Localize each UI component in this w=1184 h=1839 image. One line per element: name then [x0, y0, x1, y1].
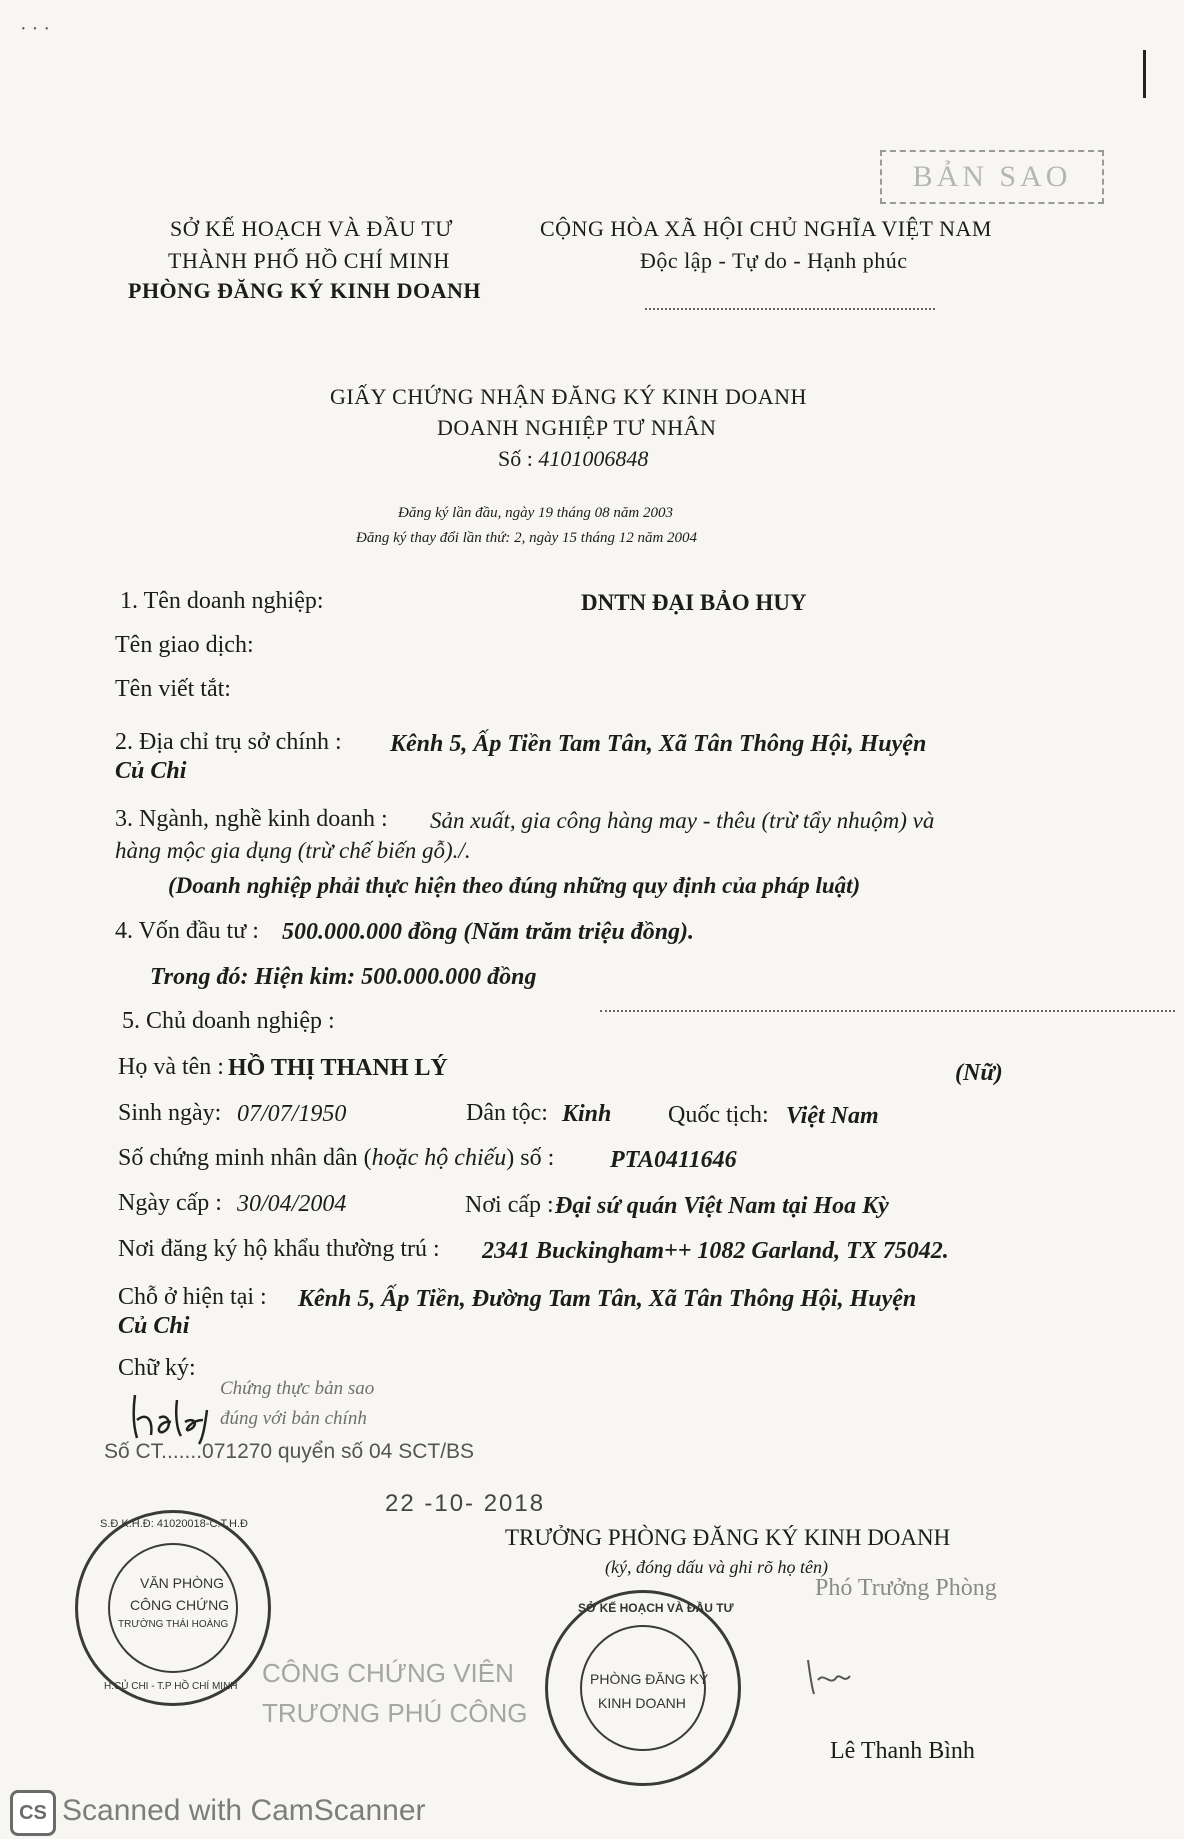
capital-label: 4. Vốn đầu tư :: [115, 918, 259, 944]
right-header-line1: CỘNG HÒA XÃ HỘI CHỦ NGHĨA VIỆT NAM: [540, 216, 992, 241]
signer-note: (ký, đóng dấu và ghi rõ họ tên): [605, 1557, 828, 1577]
copy-stamp: [880, 150, 1104, 204]
camscanner-watermark: Scanned with CamScanner: [62, 1794, 426, 1827]
notary-stamp-center1: VĂN PHÒNG: [140, 1575, 225, 1591]
issue-date-value: 30/04/2004: [237, 1191, 347, 1217]
camscanner-logo: CS: [10, 1790, 56, 1836]
first-registration: Đăng ký lần đầu, ngày 19 tháng 08 năm 2003: [398, 505, 673, 521]
certificate-number-value: 4101006848: [538, 446, 649, 471]
copy-stamp-text: BẢN SAO: [912, 160, 1072, 193]
head-office-label: 2. Địa chỉ trụ sở chính :: [115, 729, 342, 755]
ethnicity-label: Dân tộc:: [466, 1100, 548, 1126]
document-subtitle: DOANH NGHIỆP TƯ NHÂN: [437, 415, 717, 440]
owner-dotted-rule: [600, 1008, 1175, 1012]
office-stamp-center2: KINH DOANH: [598, 1695, 686, 1711]
issue-date-label: Ngày cấp :: [118, 1190, 222, 1216]
certification-line1: Chứng thực bản sao: [220, 1378, 375, 1399]
current-address-value-a: Kênh 5, Ấp Tiền, Đường Tam Tân, Xã Tân Thông Hội, Huyện: [298, 1286, 917, 1312]
nationality-label: Quốc tịch:: [668, 1102, 769, 1128]
scan-speck: · · ·: [20, 18, 50, 40]
current-address-value-b: Củ Chi: [118, 1313, 190, 1339]
notary-name-line2: TRƯƠNG PHÚ CÔNG: [262, 1698, 528, 1728]
legal-compliance-note: (Doanh nghiệp phải thực hiện theo đúng những quy định của pháp luật): [168, 873, 861, 898]
signer-signature: [800, 1650, 860, 1700]
business-line-value-b: hàng mộc gia dụng (trừ chế biến gỗ)./.: [115, 838, 471, 863]
header-dotted-rule: [645, 306, 935, 310]
head-office-value-b: Củ Chi: [115, 758, 187, 784]
notary-name-line1: CÔNG CHỨNG VIÊN: [262, 1658, 514, 1688]
permanent-address-value: 2341 Buckingham++ 1082 Garland, TX 75042.: [482, 1238, 949, 1264]
notary-stamp-center3: TRƯỜNG THÁI HOÀNG: [118, 1619, 229, 1630]
notary-stamp-ring-bottom: H.CỦ CHI - T.P HỒ CHÍ MINH: [104, 1681, 238, 1692]
change-registration: Đăng ký thay đổi lần thứ: 2, ngày 15 tháng 12 năm 2004: [356, 530, 698, 546]
enterprise-name-label: 1. Tên doanh nghiệp:: [120, 588, 324, 614]
abbreviation-label: Tên viết tắt:: [115, 676, 231, 702]
id-number-value: PTA0411646: [610, 1147, 737, 1173]
office-stamp-ring-text: SỞ KẾ HOẠCH VÀ ĐẦU TƯ: [578, 1601, 734, 1615]
issue-place-value: Đại sứ quán Việt Nam tại Hoa Kỳ: [555, 1193, 889, 1219]
certification-line2: đúng với bản chính: [220, 1408, 367, 1429]
trade-name-label: Tên giao dịch:: [115, 632, 254, 658]
office-stamp: [545, 1590, 741, 1786]
dob-value: 07/07/1950: [237, 1101, 347, 1127]
certification-book: Số CT.......071270 quyển số 04 SCT/BS: [104, 1440, 475, 1463]
full-name-label: Họ và tên :: [118, 1054, 224, 1080]
office-stamp-center1: PHÒNG ĐĂNG KÝ: [590, 1671, 709, 1687]
owner-signature: [125, 1390, 215, 1445]
signature-label: Chữ ký:: [118, 1355, 196, 1381]
nationality-value: Việt Nam: [786, 1103, 879, 1129]
signer-name: Lê Thanh Bình: [830, 1738, 975, 1764]
certificate-number-label: Số :: [498, 446, 533, 471]
document-title: GIẤY CHỨNG NHẬN ĐĂNG KÝ KINH DOANH: [330, 384, 807, 409]
certification-date: 22 -10- 2018: [385, 1490, 546, 1517]
id-label-c: ) số :: [506, 1145, 555, 1171]
certificate-number: [498, 446, 648, 472]
office-stamp-inner-ring: [580, 1625, 709, 1751]
issue-place-label: Nơi cấp :: [465, 1192, 554, 1218]
notary-stamp-center2: CÔNG CHỨNG: [130, 1597, 230, 1613]
deputy-title: Phó Trưởng Phòng: [815, 1575, 997, 1601]
business-line-value-a: Sản xuất, gia công hàng may - thêu (trừ tẩy nhuộm) và: [430, 808, 935, 833]
permanent-address-label: Nơi đăng ký hộ khẩu thường trú :: [118, 1236, 440, 1262]
id-label-a: Số chứng minh nhân dân (: [118, 1145, 372, 1171]
capital-value: 500.000.000 đồng (Năm trăm triệu đồng).: [282, 919, 695, 945]
scan-edge-line: [1143, 50, 1146, 98]
dob-label: Sinh ngày:: [118, 1100, 222, 1126]
business-line-label: 3. Ngành, nghề kinh doanh :: [115, 806, 388, 832]
signer-title: TRƯỞNG PHÒNG ĐĂNG KÝ KINH DOANH: [505, 1525, 951, 1550]
owner-label: 5. Chủ doanh nghiệp :: [122, 1008, 335, 1034]
left-header-line2: THÀNH PHỐ HỒ CHÍ MINH: [168, 248, 450, 273]
id-label-b: hoặc hộ chiếu: [371, 1145, 507, 1171]
enterprise-name-value: DNTN ĐẠI BẢO HUY: [581, 590, 807, 615]
capital-detail: Trong đó: Hiện kim: 500.000.000 đồng: [150, 964, 537, 990]
notary-stamp: [75, 1510, 271, 1706]
gender-value: (Nữ): [955, 1060, 1003, 1086]
head-office-value-a: Kênh 5, Ấp Tiền Tam Tân, Xã Tân Thông Hội, Huyện: [390, 731, 927, 757]
ethnicity-value: Kinh: [562, 1101, 612, 1127]
left-header-line1: SỞ KẾ HOẠCH VÀ ĐẦU TƯ: [170, 216, 453, 241]
current-address-label: Chỗ ở hiện tại :: [118, 1284, 267, 1310]
right-header-line2: Độc lập - Tự do - Hạnh phúc: [640, 248, 908, 273]
left-header-line3: PHÒNG ĐĂNG KÝ KINH DOANH: [128, 278, 481, 303]
notary-stamp-ring-text: S.Đ.K.H.Đ: 41020018-C.T.H.Đ: [100, 1518, 248, 1530]
full-name-value: HỒ THỊ THANH LÝ: [228, 1055, 448, 1081]
id-number-label: [118, 1145, 554, 1172]
